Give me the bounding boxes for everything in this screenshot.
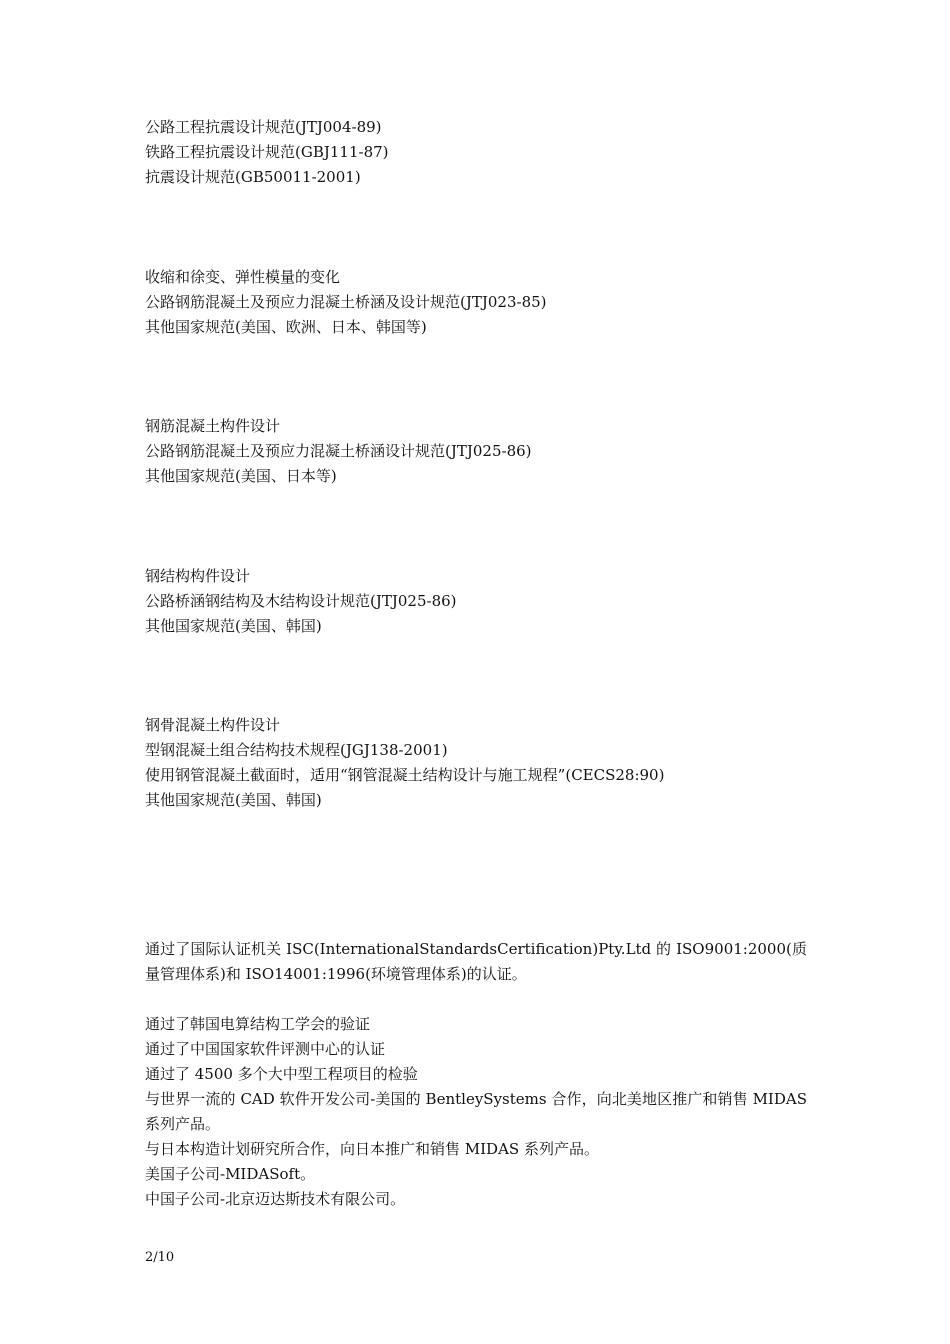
text-line: 公路钢筋混凝土及预应力混凝土桥涵设计规范(JTJ025-86) [145, 442, 532, 460]
section-creep-shrinkage [145, 265, 807, 340]
text-line: 美国子公司-MIDASoft。 [145, 1165, 316, 1183]
section-rc-design [145, 414, 807, 489]
text-line: 公路钢筋混凝土及预应力混凝土桥涵及设计规范(JTJ023-85) [145, 293, 547, 311]
section-steel-design [145, 564, 807, 639]
text-line: 与日本构造计划研究所合作，向日本推广和销售 MIDAS 系列产品。 [145, 1140, 599, 1158]
text-line: 其他国家规范(美国、韩国) [145, 791, 322, 809]
certification-paragraph [145, 937, 807, 987]
text-line: 中国子公司-北京迈达斯技术有限公司。 [145, 1190, 406, 1208]
text-line: 通过了中国国家软件评测中心的认证 [145, 1040, 386, 1058]
text-line: 铁路工程抗震设计规范(GBJ111-87) [145, 143, 389, 161]
bentley-partnership-text: 与世界一流的 CAD 软件开发公司-美国的 BentleySystems 合作，向北美地区推广和销售 MIDAS 系列产品。 [145, 1090, 807, 1133]
text-line: 其他国家规范(美国、欧洲、日本、韩国等) [145, 318, 427, 336]
section-heading: 钢结构构件设计 [145, 567, 251, 585]
section-src-design [145, 713, 807, 813]
text-line: 型钢混凝土组合结构技术规程(JGJ138-2001) [145, 741, 448, 759]
text-line: 通过了韩国电算结构工学会的验证 [145, 1015, 371, 1033]
text-line: 公路桥涵钢结构及木结构设计规范(JTJ025-86) [145, 592, 457, 610]
iso-certification-text: 通过了国际认证机关 ISC(InternationalStandardsCertification)Pty.Ltd 的 ISO9001:2000(质量管理体系)和 ISO14001:1996(环境管理体系)的认证。 [145, 940, 807, 983]
section-heading: 钢筋混凝土构件设计 [145, 417, 281, 435]
section-heading: 钢骨混凝土构件设计 [145, 716, 281, 734]
text-line: 通过了 4500 多个大中型工程项目的检验 [145, 1065, 418, 1083]
section-heading: 收缩和徐变、弹性模量的变化 [145, 268, 341, 286]
text-line: 抗震设计规范(GB50011-2001) [145, 168, 361, 186]
text-line: 其他国家规范(美国、日本等) [145, 467, 337, 485]
certification-list [145, 1012, 807, 1212]
text-line: 公路工程抗震设计规范(JTJ004-89) [145, 118, 382, 136]
page-number: 2/10 [145, 1250, 175, 1265]
text-line: 使用钢管混凝土截面时，适用“钢管混凝土结构设计与施工规程”(CECS28:90) [145, 766, 665, 784]
text-line: 其他国家规范(美国、韩国) [145, 617, 322, 635]
section-seismic-codes [145, 115, 807, 190]
